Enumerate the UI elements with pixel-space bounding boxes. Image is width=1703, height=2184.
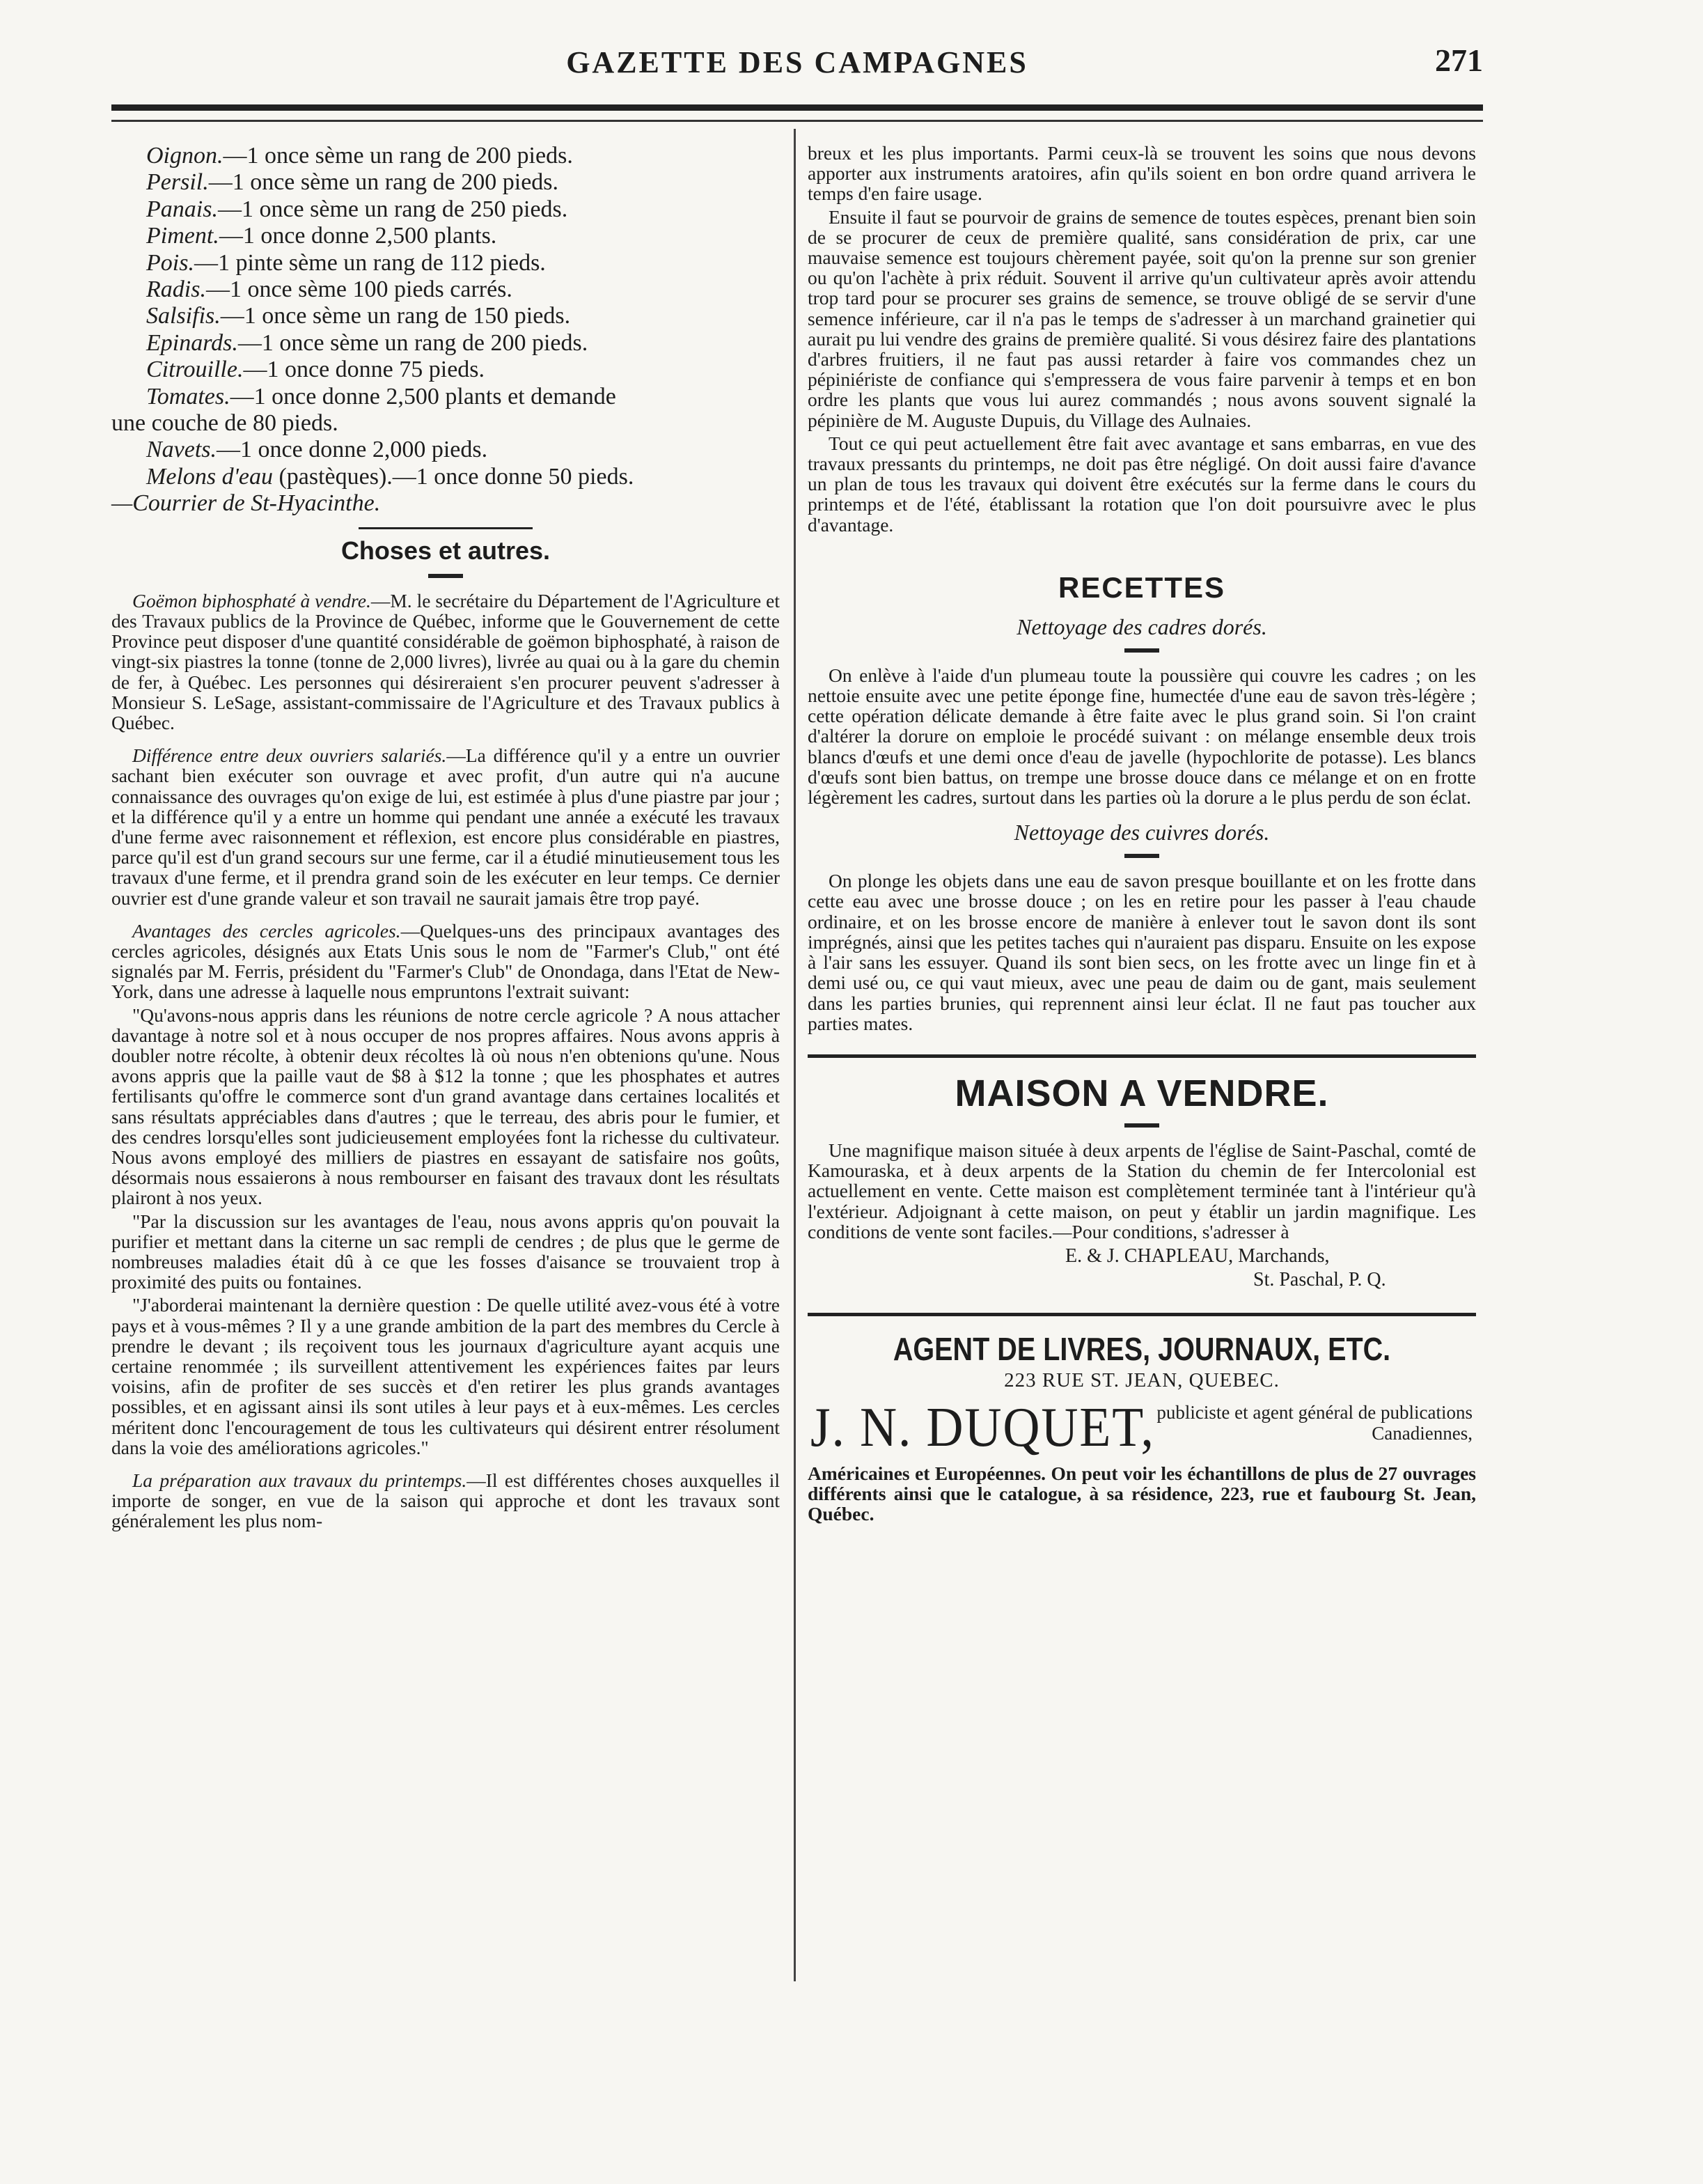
seed-line: Panais.—1 once sème un rang de 250 pieds. xyxy=(146,196,568,222)
section-dash xyxy=(1124,854,1159,858)
advert-rule xyxy=(808,1054,1476,1058)
article-goemon: Goëmon biphosphaté à vendre.—M. le secrétaire du Département de l'Agriculture et des Travaux publics de la Province de Québec, informe que le Gouvernement de cette Province peut disposer d'une quantité considérable de goëmon biphosphaté, à raison de vingt-six piastres la tonne (tonne de 2,000 livres), livrée au quai ou à la gare du chemin de fer, à Québec. Les personnes qui désireraient s'en procurer peuvent s'adresser à Monsieur S. LeSage, assistant-commissaire de l'Agriculture et des Travaux publics à Québec. xyxy=(111,589,780,733)
section-dash xyxy=(428,574,463,578)
article-preparation: La préparation aux travaux du printemps.—Il est différentes choses auxquelles il importe de songer, en vue de la saison qui approche et dont les travaux sont généralement les plus nom- xyxy=(111,1469,780,1532)
seed-line: Tomates.—1 once donne 2,500 plants et demande xyxy=(146,383,616,410)
seed-line: Oignon.—1 once sème un rang de 200 pieds. xyxy=(146,143,573,169)
seed-line: Navets.—1 once donne 2,000 pieds. xyxy=(146,437,488,463)
column-divider xyxy=(794,129,796,1981)
advert-rule xyxy=(808,1313,1476,1316)
quote-paragraph: "J'aborderai maintenant la dernière question : De quelle utilité avez-vous été à votre pays et à vous-mêmes ? Il y a une grande ambition de la part des membres du Cercle à prendre le devant ; ils reçoivent tous les journaux d'agriculture ayant acquis une certaine renommée ; ils surveillent attentivement les expériences faites par leurs voisins, afin de profiter de ses succès et d'en retirer les plus grands avantages possibles, et en agissant ainsi ils sont utiles à leur pays et à eux-mêmes. Les cercles méritent donc l'encouragement de tous les cultivateurs qui désirent entrer résolument dans la voie des améliorations agricoles." xyxy=(111,1294,780,1458)
article-continuation: Ensuite il faut se pourvoir de grains de semence de toutes espèces, prenant bien soin de se procurer de ceux de première qualité, sans considération de prix, car une mauvaise semence est toujours chèrement payée, soit qu'on la prenne sur son grenier ou qu'on l'achète à prix réduit. Souvent il arrive qu'un cultivateur après avoir attendu trop tard pour se procurer ses grains de semence, se trouve obligé de se servir d'une semence inférieure, car il n'a pas le temps de s'adresser à un marchand grainetier qui aurait pu lui vendre des grains de première qualité. Si vous désirez faire des plantations d'arbres fruitiers, il ne faut pas aussi retarder à faire vos commandes chez un pépiniériste de confiance qui s'empressera de vous faire parvenir à temps et en bon ordre les plants que vous lui aurez commandés ; nous avons souvent signalé la pépinière de M. Auguste Dupuis, du Village des Aulnaies. xyxy=(808,205,1476,431)
article-continuation: breux et les plus importants. Parmi ceux-là se trouvent les soins que nous devons apporter aux instruments aratoires, afin qu'ils soient en bon ordre quand arrivera le temps d'en faire usage. xyxy=(808,142,1476,205)
seed-line: Piment.—1 once donne 2,500 plants. xyxy=(146,223,497,249)
section-dash xyxy=(1124,648,1159,653)
advert-signature: E. & J. CHAPLEAU, Marchands, xyxy=(1065,1245,1330,1267)
advert-heading-maison: MAISON A VENDRE. xyxy=(955,1072,1329,1114)
recipe-text: On plonge les objets dans une eau de savon presque bouillante et on les frotte dans cette eau avec une brosse douce ; on les en retire pour les passer à l'eau chaude ordinaire, et on les brosse encore de manière à enlever tout le savon dont ils sont imprégnés, ainsi que les petites taches qui n'auraient pas disparu. Ensuite on les expose à l'air sans les essuyer. Quand ils sont bien secs, on les frotte avec un linge fin et à demi usé ou, ce qui vaut mieux, avec une peau de daim ou de gant, mais seulement dans les parties brunies, qui reprennent ainsi leur éclat. Il ne faut pas toucher aux parties mates. xyxy=(808,870,1476,1034)
seed-line: Radis.—1 once sème 100 pieds carrés. xyxy=(146,276,512,303)
seed-line: une couche de 80 pieds. xyxy=(111,410,338,437)
page-number: 271 xyxy=(1435,42,1483,78)
header-rule-thin xyxy=(111,120,1483,122)
advert-heading-agent: AGENT DE LIVRES, JOURNAUX, ETC. xyxy=(893,1330,1391,1367)
page-header xyxy=(111,42,1483,91)
article-continuation: Tout ce qui peut actuellement être fait avec avantage et sans embarras, en vue des travaux pressants du printemps, ne doit pas être négligé. On doit aussi faire d'avance un plan de tous les travaux qui doivent être exécutés sur la ferme dans le cours du printemps et de l'été, établissant la rotation que l'on doit poursuivre avec le plus d'avantage. xyxy=(808,432,1476,536)
header-rule xyxy=(111,104,1483,111)
quote-paragraph: "Qu'avons-nous appris dans les réunions de notre cercle agricole ? A nous attacher davantage à notre sol et à nous occuper de nos propres affaires. Nous avons appris à doubler notre récolte, à obtenir deux récoltes là où nous n'en obtenions qu'une. Nous avons appris que la paille vaut de $8 à $12 la tonne ; que les phosphates et autres fertilisants qu'offre le commerce sont d'un grand avantage dans certaines localités et sans résultats appréciables dans d'autres ; que le terreau, des abris pour le fumier, et des cendres lorsqu'elles sont judicieusement employées font la richesse du cultivateur. Nous avons employé des milliers de piastres en essayant de satisfaire nos goûts, désormais nous essaierons à nous rembourser en faisant des travaux dont les résultats plairont à nos yeux. xyxy=(111,1004,780,1209)
seed-source: —Courrier de St-Hyacinthe. xyxy=(111,490,381,517)
seed-line: Pois.—1 pinte sème un rang de 112 pieds. xyxy=(146,249,546,276)
recipe-subheading: Nettoyage des cadres dorés. xyxy=(1017,614,1267,639)
advert-signature-place: St. Paschal, P. Q. xyxy=(1253,1268,1386,1290)
seed-line: Melons d'eau (pastèques).—1 once donne 50 pieds. xyxy=(146,463,634,490)
recettes-heading: RECETTES xyxy=(1058,570,1226,604)
recipe-text: On enlève à l'aide d'un plumeau toute la poussière qui couvre les cadres ; on les nettoie ensuite avec une petite éponge fine, humectée d'une eau de savon très-légère ; cette opération délicate demande à être faite avec le plus grand soin. Si l'on craint d'altérer la dorure on emploie le procédé suivant : on mélange ensemble deux trois blancs d'œufs et une demi once d'eau de javelle (hypochlorite de potasse). Les blancs d'œufs sont bien battus, on trempe une brosse douce dans ce mélange et on en frotte légèrement les cadres, surtout dans les parties où la dorure a le plus perdu de son éclat. xyxy=(808,664,1476,809)
seed-line: Citrouille.—1 once donne 75 pieds. xyxy=(146,357,485,383)
recipe-subheading: Nettoyage des cuivres dorés. xyxy=(1014,820,1270,845)
section-dash xyxy=(1124,1123,1159,1128)
section-heading-choses: Choses et autres. xyxy=(340,536,551,565)
seed-line: Salsifis.—1 once sème un rang de 150 pieds. xyxy=(146,303,571,329)
advert-address: 223 RUE ST. JEAN, QUEBEC. xyxy=(1004,1368,1280,1391)
seed-line: Epinards.—1 once sème un rang de 200 pieds. xyxy=(146,329,588,356)
advert-name: J. N. DUQUET, xyxy=(810,1396,1155,1458)
quote-paragraph: "Par la discussion sur les avantages de l'eau, nous avons appris qu'on pouvait la purifier et mettant dans la citerne un sac rempli de cendres ; de plus que le germe de nombreuses maladies était dû à ce que les fosses d'aisance se trouvaient trop à proximité des puits ou fontaines. xyxy=(111,1210,780,1293)
seed-line: Persil.—1 once sème un rang de 200 pieds. xyxy=(146,169,559,196)
article-difference: Différence entre deux ouvriers salariés.—La différence qu'il y a entre un ouvrier sachant bien exécuter son ouvrage et avec profit, d'un autre qui n'a aucune connaissance des ouvrages qu'on exige de lui, est estimée à plus d'une piastre par jour ; et la différence qu'il y a entre un homme qui pendant une année a exécuté les travaux d'une ferme avec raisonnement et réflexion, est encore plus considérable en piastres, parce qu'il est d'un grand secours sur une ferme, car il a étudié minutieusement tous les travaux d'une ferme, et il prendra grand soin de les exécuter en leur temps. Ce dernier ouvrier est d'une grande valeur et son travail ne saurait jamais être trop payé. xyxy=(111,744,780,909)
article-avantages: Avantages des cercles agricoles.—Quelques-uns des principaux avantages des cercles agricoles, désignés aux Etats Unis sous le nom de "Farmer's Club," ont été signalés par M. Ferris, président du "Farmer's Club" de Onondaga, dans l'Etat de New-York, dans une adresse à laquelle nous empruntons l'extrait suivant: xyxy=(111,919,780,1003)
right-column xyxy=(808,143,1476,1524)
left-column xyxy=(111,143,780,1544)
seed-list xyxy=(111,143,780,517)
newspaper-title: GAZETTE DES CAMPAGNES xyxy=(566,45,1028,79)
advert-name-row xyxy=(808,1396,1476,1458)
advert-text-maison: Une magnifique maison située à deux arpents de l'église de Saint-Paschal, comté de Kamouraska, et à deux arpents de la Station du chemin de fer Intercolonial est actuellement en vente. Cette maison est complètement terminée tant à l'intérieur qu'à l'extérieur. Adjoignant à cette maison, on peut y établir un jardin magnifique. Les conditions de vente sont faciles.—Pour conditions, s'adresser à xyxy=(808,1139,1476,1242)
advert-text-agent: Américaines et Européennes. On peut voir les échantillons de plus de 27 ouvrages différents ainsi que le catalogue, à sa résidence, 223, rue et faubourg St. Jean, Québec. xyxy=(808,1462,1476,1524)
section-rule xyxy=(359,527,533,529)
advert-role: publiciste et agent général de publications Canadiennes, xyxy=(1156,1401,1473,1444)
